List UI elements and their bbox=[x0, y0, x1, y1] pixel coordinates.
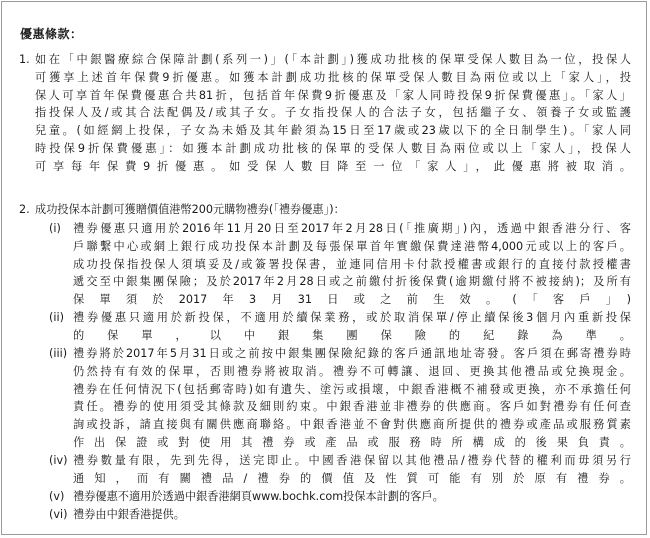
sub-i-line: 戶聯繫中心或網上銀行成功投保本計劃及每張保單首年實繳保費達港幣4,000元或以上的客戶。 bbox=[73, 239, 631, 253]
item1-line: 保人可享首年保費優惠合共81折，包括首年保費9折優惠及「家人同時投保9折保費優惠」。「家人」 bbox=[35, 88, 631, 102]
sub-iii-line: 禮券將於2017年5月31日或之前按中銀集團保險紀錄的客戶通訊地址寄發。客戶須在郵寄禮券時 bbox=[73, 347, 631, 360]
terms-heading: 優惠條款： bbox=[20, 27, 83, 41]
item1-line: 時投保9折保費優惠」：如獲本計劃成功批核的保單的受保人數目為兩位或以上「家人」，投保人 bbox=[35, 141, 631, 155]
sub-ii-paragraph bbox=[73, 309, 631, 345]
sub-ii-label: (ii) bbox=[49, 311, 64, 324]
sub-iii-line: 責任。禮券的使用須受其條款及細則約束。中銀香港並非禮券的供應商。客戶如對禮券有任何查 bbox=[73, 400, 631, 414]
sub-iv-label: (iv) bbox=[49, 454, 68, 467]
sub-ii-line: 禮券優惠只適用於新投保，不適用於續保業務，或於取消保單/停止續保後3個月內重新投保 bbox=[73, 311, 631, 324]
sub-iii-line: 詢或投訴，請直接與有關供應商聯絡。中銀香港並不會對供應商所提供的禮券或產品或服務質素 bbox=[73, 418, 631, 432]
sub-vi-line: 禮券由中銀香港提供。 bbox=[73, 508, 185, 521]
item1-number: 1. bbox=[19, 53, 30, 66]
sub-i-line: 禮券優惠只適用於2016年11月20日至2017年2月28日(「推廣期」)內，透過中銀香港分行、客 bbox=[73, 222, 631, 235]
item2-number: 2. bbox=[19, 203, 30, 216]
sub-i-line: 成功投保指投保人須填妥及/或簽署投保書，並連同信用卡付款授權書或銀行的直接付款授權書 bbox=[73, 257, 631, 271]
item2-intro bbox=[35, 201, 631, 219]
sub-ii-line: 的保單，以中銀集團保險的紀錄為準。 bbox=[73, 328, 631, 342]
sub-iv-line: 通知，而有關禮品/禮券的價值及性質可能有別於原有禮券。 bbox=[73, 471, 631, 485]
sub-iii-paragraph bbox=[73, 345, 631, 452]
sub-i-line: 保單須於2017年3月31日或之前生效。(「客戶」) bbox=[73, 293, 631, 307]
sub-i-label: (i) bbox=[49, 222, 61, 235]
sub-v-line: 禮券優惠不適用於透過中銀香港網頁www.bochk.com投保本計劃的客戶。 bbox=[73, 490, 444, 503]
sub-iv-paragraph bbox=[73, 452, 631, 488]
sub-v-label: (v) bbox=[49, 490, 65, 503]
sub-iii-label: (iii) bbox=[49, 347, 68, 360]
sub-vi-label: (vi) bbox=[49, 508, 68, 521]
sub-i-paragraph bbox=[73, 220, 631, 309]
sub-vi-paragraph bbox=[73, 506, 631, 524]
item1-line: 可獲享上述首年保費9折優惠。如獲本計劃成功批核的保單受保人數目為兩位或以上「家人」，投 bbox=[35, 70, 631, 84]
sub-v-paragraph bbox=[73, 488, 631, 506]
sub-i-line: 遞交至中銀集團保險；及於2017年2月28日或之前繳付折後保費(逾期繳付將不被接納)；及所有 bbox=[73, 275, 631, 289]
sub-iv-line: 禮券數量有限，先到先得，送完即止。中國香港保留以其他禮品/禮券代替的權利而毋須另行 bbox=[73, 454, 631, 467]
item1-line: 可享每年保費9折優惠。如受保人數目降至一位「家人」，此優惠將被取消。 bbox=[35, 159, 631, 173]
item1-paragraph bbox=[35, 51, 631, 176]
sub-iii-line: 禮券在任何情況下(包括郵寄時)如有遺失、塗污或損壞，中銀香港概不補發或更換，亦不承擔任何 bbox=[73, 382, 631, 396]
item1-line: 兒童。(如經網上投保，子女為未婚及其年齡須為15日至17歲或23歲以下的全日制學生)。「家人同 bbox=[35, 124, 631, 138]
sub-iii-line: 仍然持有有效的保單，否則禮券將被取消。禮券不可轉讓、退回、更換其他禮品或兌換現金。 bbox=[73, 364, 631, 378]
item1-line: 如在「中銀醫療綜合保障計劃(系列一)」(「本計劃」)獲成功批核的保單受保人數目為一位，投保人 bbox=[35, 53, 631, 66]
item1-line: 指投保人及/或其合法配偶及/或其子女。子女指投保人的合法子女，包括繼子女、領養子女或監護 bbox=[35, 106, 631, 120]
item2-intro-text: 成功投保本計劃可獲贈價值港幣200元購物禮券(「禮券優惠」)： bbox=[35, 203, 345, 216]
sub-iii-line: 作出保證或對使用其禮券或產品或服務時所構成的後果負責。 bbox=[73, 435, 631, 449]
